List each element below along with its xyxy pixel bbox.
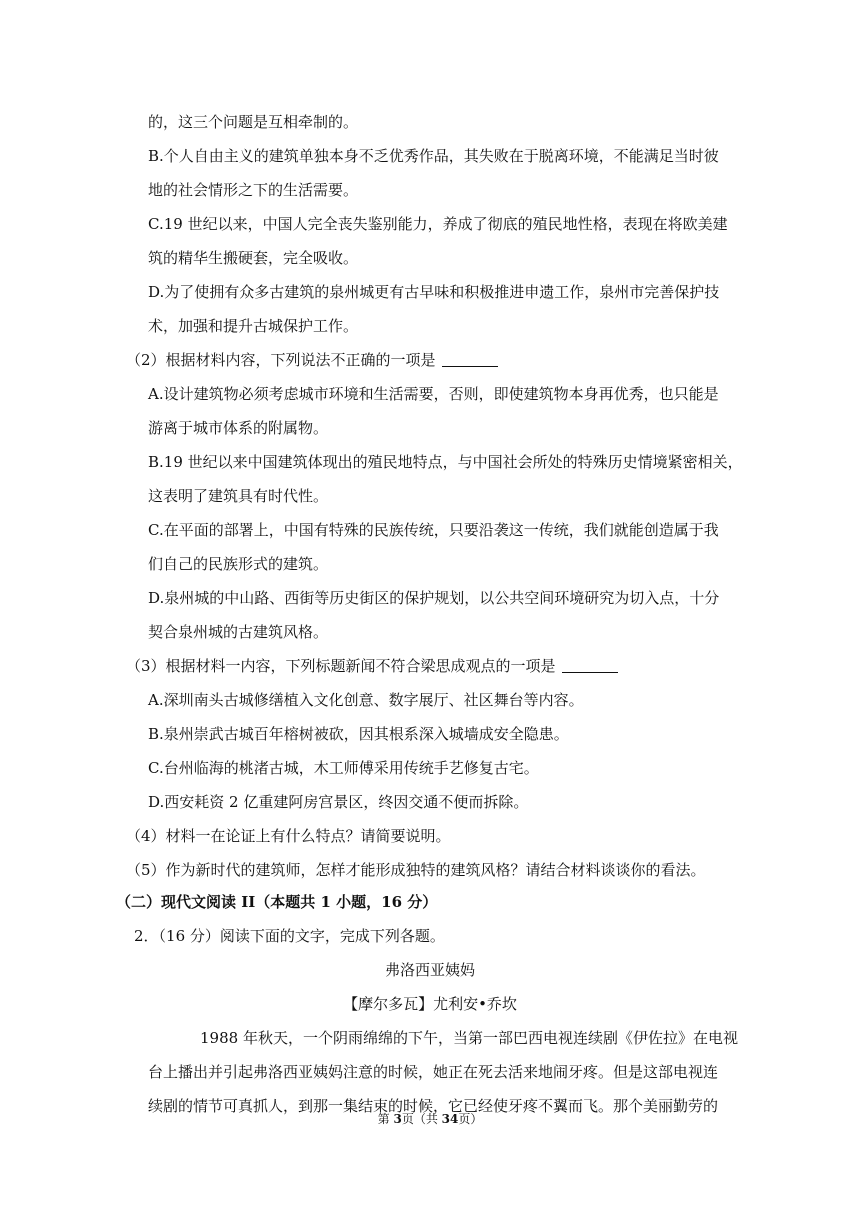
article-author: 【摩尔多瓦】尤利安•乔坎 bbox=[343, 995, 517, 1013]
question-text: （2）根据材料内容，下列说法不正确的一项是 bbox=[126, 351, 436, 369]
text-line: 术，加强和提升古城保护工作。 bbox=[148, 317, 359, 335]
option-b: B.个人自由主义的建筑单独本身不乏优秀作品，其失败在于脱离环境，不能满足当时彼 bbox=[148, 147, 719, 165]
question-5: （5）作为新时代的建筑师，怎样才能形成独特的建筑风格？请结合材料谈谈你的看法。 bbox=[126, 861, 706, 879]
text-line: 筑的精华生搬硬套，完全吸收。 bbox=[148, 249, 359, 267]
section-heading: （二）现代文阅读 II（本题共 1 小题，16 分） bbox=[116, 893, 438, 911]
question-stem: 2．（16 分）阅读下面的文字，完成下列各题。 bbox=[134, 927, 445, 945]
option-c: C.19 世纪以来，中国人完全丧失鉴别能力，养成了彻底的殖民地性格，表现在将欧美建 bbox=[148, 215, 728, 233]
option-c: C.台州临海的桃渚古城，木工师傅采用传统手艺修复古宅。 bbox=[148, 759, 539, 777]
paragraph-line: 续剧的情节可真抓人，到那一集结束的时候，它已经使牙疼不翼而飞。那个美丽勤劳的 bbox=[148, 1097, 719, 1115]
text-line: 游离于城市体系的附属物。 bbox=[148, 419, 329, 437]
option-d: D.为了使拥有众多古建筑的泉州城更有古早味和积极推进申遗工作，泉州市完善保护技 bbox=[148, 283, 720, 301]
question-text: （3）根据材料一内容，下列标题新闻不符合梁思成观点的一项是 bbox=[126, 657, 556, 675]
text-line: 这表明了建筑具有时代性。 bbox=[148, 487, 329, 505]
option-a: A.设计建筑物必须考虑城市环境和生活需要，否则，即使建筑物本身再优秀，也只能是 bbox=[148, 385, 719, 403]
question-3 bbox=[126, 656, 618, 676]
paragraph-line: 台上播出并引起弗洛西亚姨妈注意的时候，她正在死去活来地闹牙疼。但是这部电视连 bbox=[148, 1063, 719, 1081]
article-title: 弗洛西亚姨妈 bbox=[384, 961, 475, 979]
answer-blank bbox=[562, 658, 618, 673]
answer-blank bbox=[442, 352, 498, 367]
text-line: 地的社会情形之下的生活需要。 bbox=[148, 181, 359, 199]
option-b: B.泉州崇武古城百年榕树被砍，因其根系深入城墙成安全隐患。 bbox=[148, 725, 569, 743]
option-d: D.西安耗资 2 亿重建阿房宫景区，终因交通不便而拆除。 bbox=[148, 793, 529, 811]
text-line: 契合泉州城的古建筑风格。 bbox=[148, 623, 329, 641]
question-2 bbox=[126, 350, 498, 370]
page-footer: 第 3页（共 34页） bbox=[377, 1112, 483, 1126]
question-4: （4）材料一在论证上有什么特点？请简要说明。 bbox=[126, 827, 451, 845]
option-a: A.深圳南头古城修缮植入文化创意、数字展厅、社区舞台等内容。 bbox=[148, 691, 584, 709]
paragraph-line: 1988 年秋天，一个阴雨绵绵的下午，当第一部巴西电视连续剧《伊佐拉》在电视 bbox=[200, 1029, 738, 1047]
option-b: B.19 世纪以来中国建筑体现出的殖民地特点，与中国社会所处的特殊历史情境紧密相关， bbox=[148, 453, 743, 471]
option-c: C.在平面的部署上，中国有特殊的民族传统，只要沿袭这一传统，我们就能创造属于我 bbox=[148, 521, 719, 539]
option-d: D.泉州城的中山路、西街等历史街区的保护规划，以公共空间环境研究为切入点，十分 bbox=[148, 589, 720, 607]
text-line: 们自己的民族形式的建筑。 bbox=[148, 555, 329, 573]
text-line: 的，这三个问题是互相牵制的。 bbox=[148, 113, 359, 131]
